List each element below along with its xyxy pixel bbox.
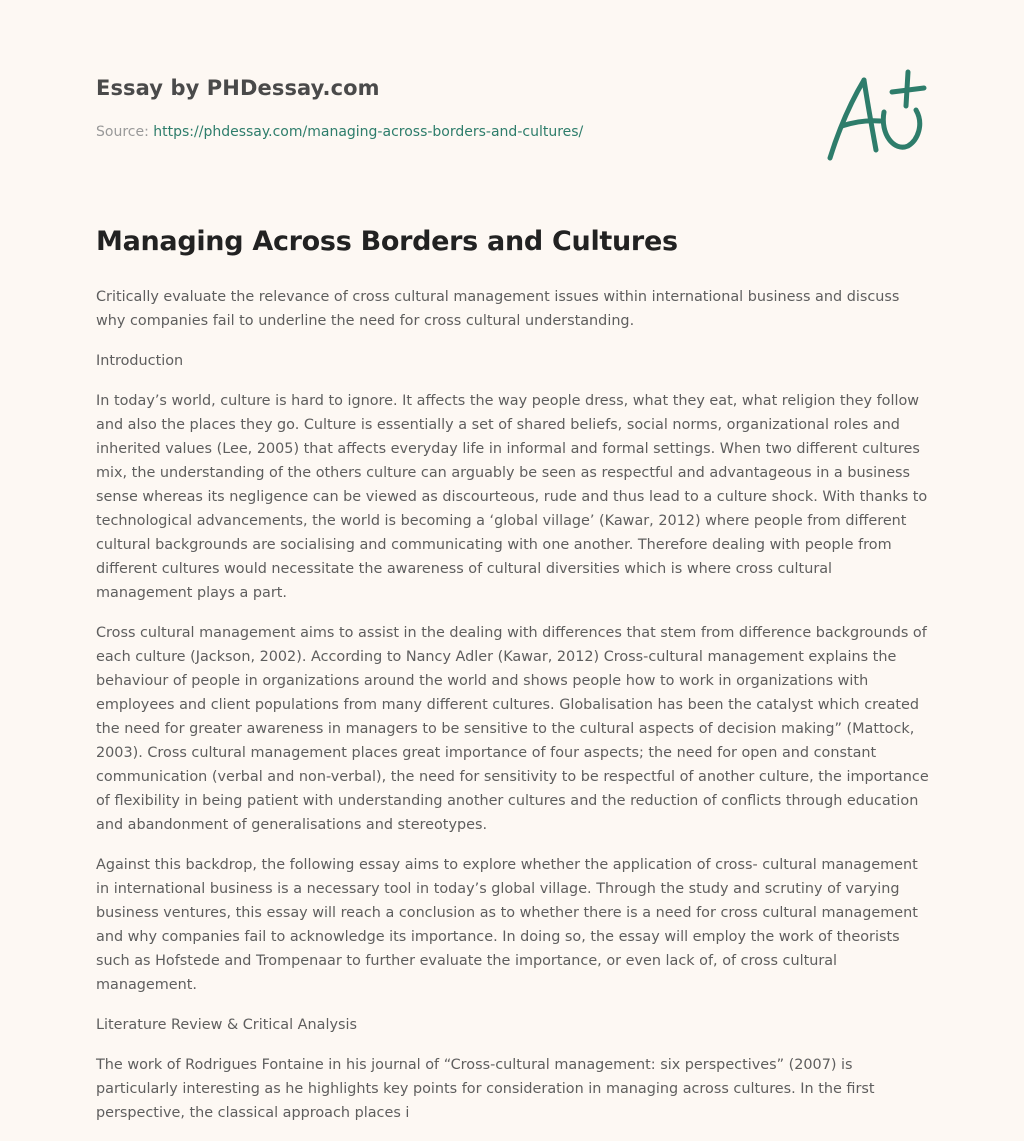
section-heading-literature-review: Literature Review & Critical Analysis: [96, 1017, 357, 1033]
page-title: Managing Across Borders and Cultures: [96, 226, 678, 257]
essay-paragraph: In today’s world, culture is hard to ignore. It affects the way people dress, what they eat, what religion they follow and also the places they go. Culture is essentially a set of shared beliefs, social norms, organizational roles and inherited values (Lee, 2005) that affects everyday life in informal and formal settings. When two different cultures mix, the understanding of the others culture can arguably be seen as respectful and advantageous in a business sense whereas its negligence can be viewed as discourteous, rude and thus lead to a culture shock. With thanks to technological advancements, the world is becoming a ‘global village’ (Kawar, 2012) where people from different cultural backgrounds are socialising and communicating with one another. Therefore dealing with people from different cultures would necessitate the awareness of cultural diversities which is where cross cultural management plays a part.: [96, 393, 928, 601]
essay-paragraph: The work of Rodrigues Fontaine in his journal of “Cross-cultural management: six perspectives” (2007) is particularly interesting as he highlights key points for consideration in managing across cultures. In the first perspective, the classical approach places i: [96, 1057, 875, 1121]
source-label: Source:: [96, 124, 154, 140]
essay-paragraph: Cross cultural management aims to assist in the dealing with differences that stem from difference backgrounds of each culture (Jackson, 2002). According to Nancy Adler (Kawar, 2012) Cross-cultural management explains the behaviour of people in organizations around the world and shows people how to work in organizations with employees and client populations from many different cultures. Globalisation has been the catalyst which created the need for greater awareness in managers to be sensitive to the cultural aspects of decision making” (Mattock, 2003). Cross cultural management places great importance of four aspects; the need for open and constant communication (verbal and non-verbal), the need for sensitivity to be respectful of another culture, the importance of flexibility in being patient with understanding another cultures and the reduction of conflicts through education and abandonment of generalisations and stereotypes.: [96, 625, 929, 833]
essay-body: [96, 285, 932, 1141]
section-heading-introduction: Introduction: [96, 353, 184, 369]
essay-prompt-paragraph: Critically evaluate the relevance of cross cultural management issues within international business and discuss why companies fail to underline the need for cross cultural understanding.: [96, 289, 900, 329]
source-line: [96, 124, 583, 140]
source-link[interactable]: https://phdessay.com/managing-across-borders-and-cultures/: [153, 124, 584, 140]
brand-heading: Essay by PHDessay.com: [96, 76, 380, 100]
essay-paragraph: Against this backdrop, the following essay aims to explore whether the application of cross- cultural management in international business is a necessary tool in today’s global village. Through the study and scrutiny of varying business ventures, this essay will reach a conclusion as to whether there is a need for cross cultural management and why companies fail to acknowledge its importance. In doing so, the essay will employ the work of theorists such as Hofstede and Trompenaar to further evaluate the importance, or even lack of, of cross cultural management.: [96, 857, 918, 993]
a-plus-grade-icon: [820, 66, 928, 166]
